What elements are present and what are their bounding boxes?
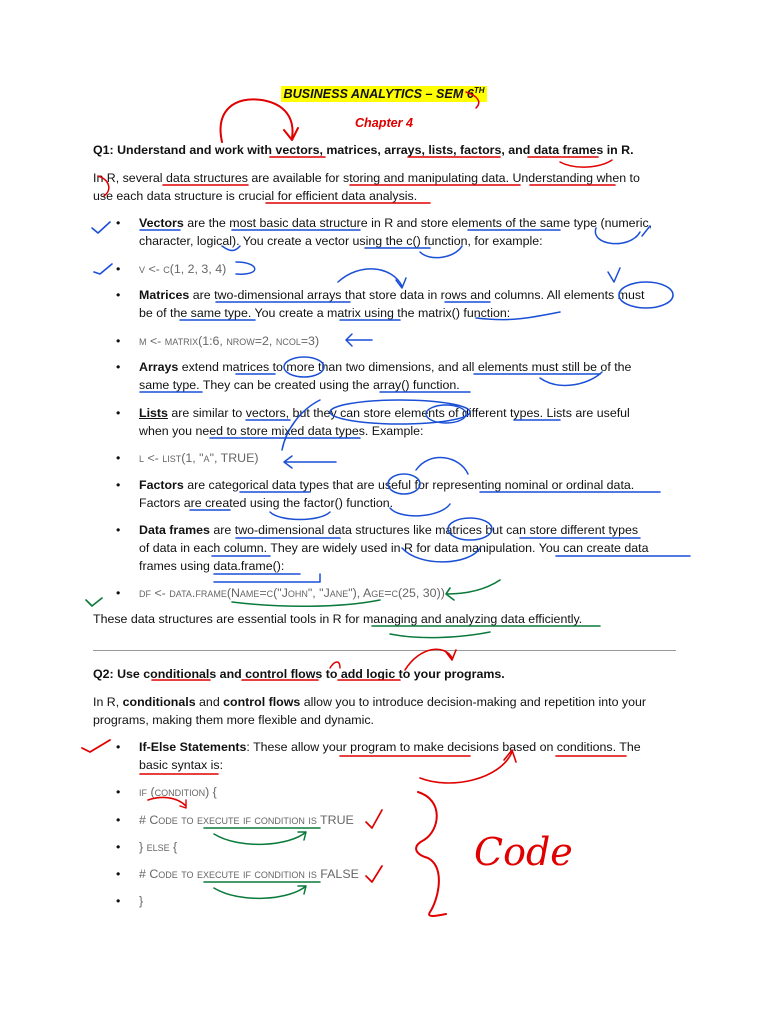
- bullet-icon: •: [116, 785, 121, 799]
- q1-closing: These data structures are essential tools in R for managing and analyzing data efficiently.: [93, 612, 583, 626]
- bullet-icon: •: [116, 406, 121, 420]
- bullet-icon: •: [116, 478, 121, 492]
- dataframes-code: df <- data.frame(Name=c("John", "Jane"), Age=c(25, 30)): [139, 586, 445, 600]
- bullet-icon: •: [116, 360, 121, 374]
- bullet-icon: •: [116, 813, 121, 827]
- q1-intro-line-1: In R, several data structures are available for storing and manipulating data. Understanding when to: [93, 171, 640, 185]
- q1-heading: Q1: Understand and work with vectors, matrices, arrays, lists, factors, and data frames in R.: [93, 143, 634, 157]
- dataframes-line-1: Data frames are two-dimensional data structures like matrices but can store different types: [139, 523, 639, 537]
- bullet-icon: •: [116, 451, 121, 465]
- bullet-icon: •: [116, 840, 121, 854]
- bullet-icon: •: [116, 216, 121, 230]
- ifelse-code-line-3: } else {: [139, 840, 178, 854]
- lists-line-2: when you need to store mixed data types. Example:: [139, 424, 424, 438]
- bullet-icon: •: [116, 586, 121, 600]
- arrays-line-2: same type. They can be created using the array() function.: [139, 378, 460, 392]
- q2-intro-line-1: In R, conditionals and control flows allow you to introduce decision-making and repetition into your: [93, 695, 647, 709]
- chapter-heading: Chapter 4: [354, 116, 414, 130]
- ifelse-line-2: basic syntax is:: [139, 758, 224, 772]
- bullet-icon: •: [116, 867, 121, 881]
- q1-intro-line-2: use each data structure is crucial for efficient data analysis.: [93, 189, 418, 203]
- lists-code: l <- list(1, "a", TRUE): [139, 451, 259, 465]
- bullet-icon: •: [116, 288, 121, 302]
- factors-line-1: Factors are categorical data types that are useful for representing nominal or ordinal data.: [139, 478, 635, 492]
- matrices-code: m <- matrix(1:6, nrow=2, ncol=3): [139, 334, 320, 348]
- bullet-icon: •: [116, 262, 121, 276]
- factors-line-2: Factors are created using the factor() function.: [139, 496, 394, 510]
- ifelse-code-line-4: # Code to execute if condition is FALSE: [139, 867, 359, 881]
- ifelse-line-1: If-Else Statements: These allow your program to make decisions based on conditions. The: [139, 740, 641, 754]
- arrays-line-1: Arrays extend matrices to more than two dimensions, and all elements must still be of the: [139, 360, 632, 374]
- vectors-line-1: Vectors are the most basic data structure in R and store elements of the same type (numeric,: [139, 216, 653, 230]
- matrices-line-1: Matrices are two-dimensional arrays that store data in rows and columns. All elements must: [139, 288, 645, 302]
- dataframes-line-2: of data in each column. They are widely used in R for data manipulation. You can create data: [139, 541, 649, 555]
- matrices-line-2: be of the same type. You create a matrix using the matrix() function:: [139, 306, 511, 320]
- vectors-line-2: character, logical). You create a vector using the c() function, for example:: [139, 234, 543, 248]
- ifelse-code-line-2: # Code to execute if condition is TRUE: [139, 813, 354, 827]
- handwritten-note: Code: [474, 830, 573, 874]
- bullet-icon: •: [116, 334, 121, 348]
- bullet-icon: •: [116, 740, 121, 754]
- q2-intro-line-2: programs, making them more flexible and dynamic.: [93, 713, 374, 727]
- vectors-code: v <- c(1, 2, 3, 4): [139, 262, 227, 276]
- bullet-icon: •: [116, 523, 121, 537]
- lists-line-1: Lists are similar to vectors, but they can store elements of different types. Lists are useful: [139, 406, 630, 420]
- bullet-icon: •: [116, 894, 121, 908]
- q2-heading: Q2: Use conditionals and control flows to add logic to your programs.: [93, 667, 505, 681]
- dataframes-line-3: frames using data.frame():: [139, 559, 285, 573]
- document-title: BUSINESS ANALYTICS – SEM 6TH: [283, 86, 485, 102]
- ifelse-code-line-1: if (condition) {: [139, 785, 217, 799]
- ifelse-code-line-5: }: [139, 894, 144, 908]
